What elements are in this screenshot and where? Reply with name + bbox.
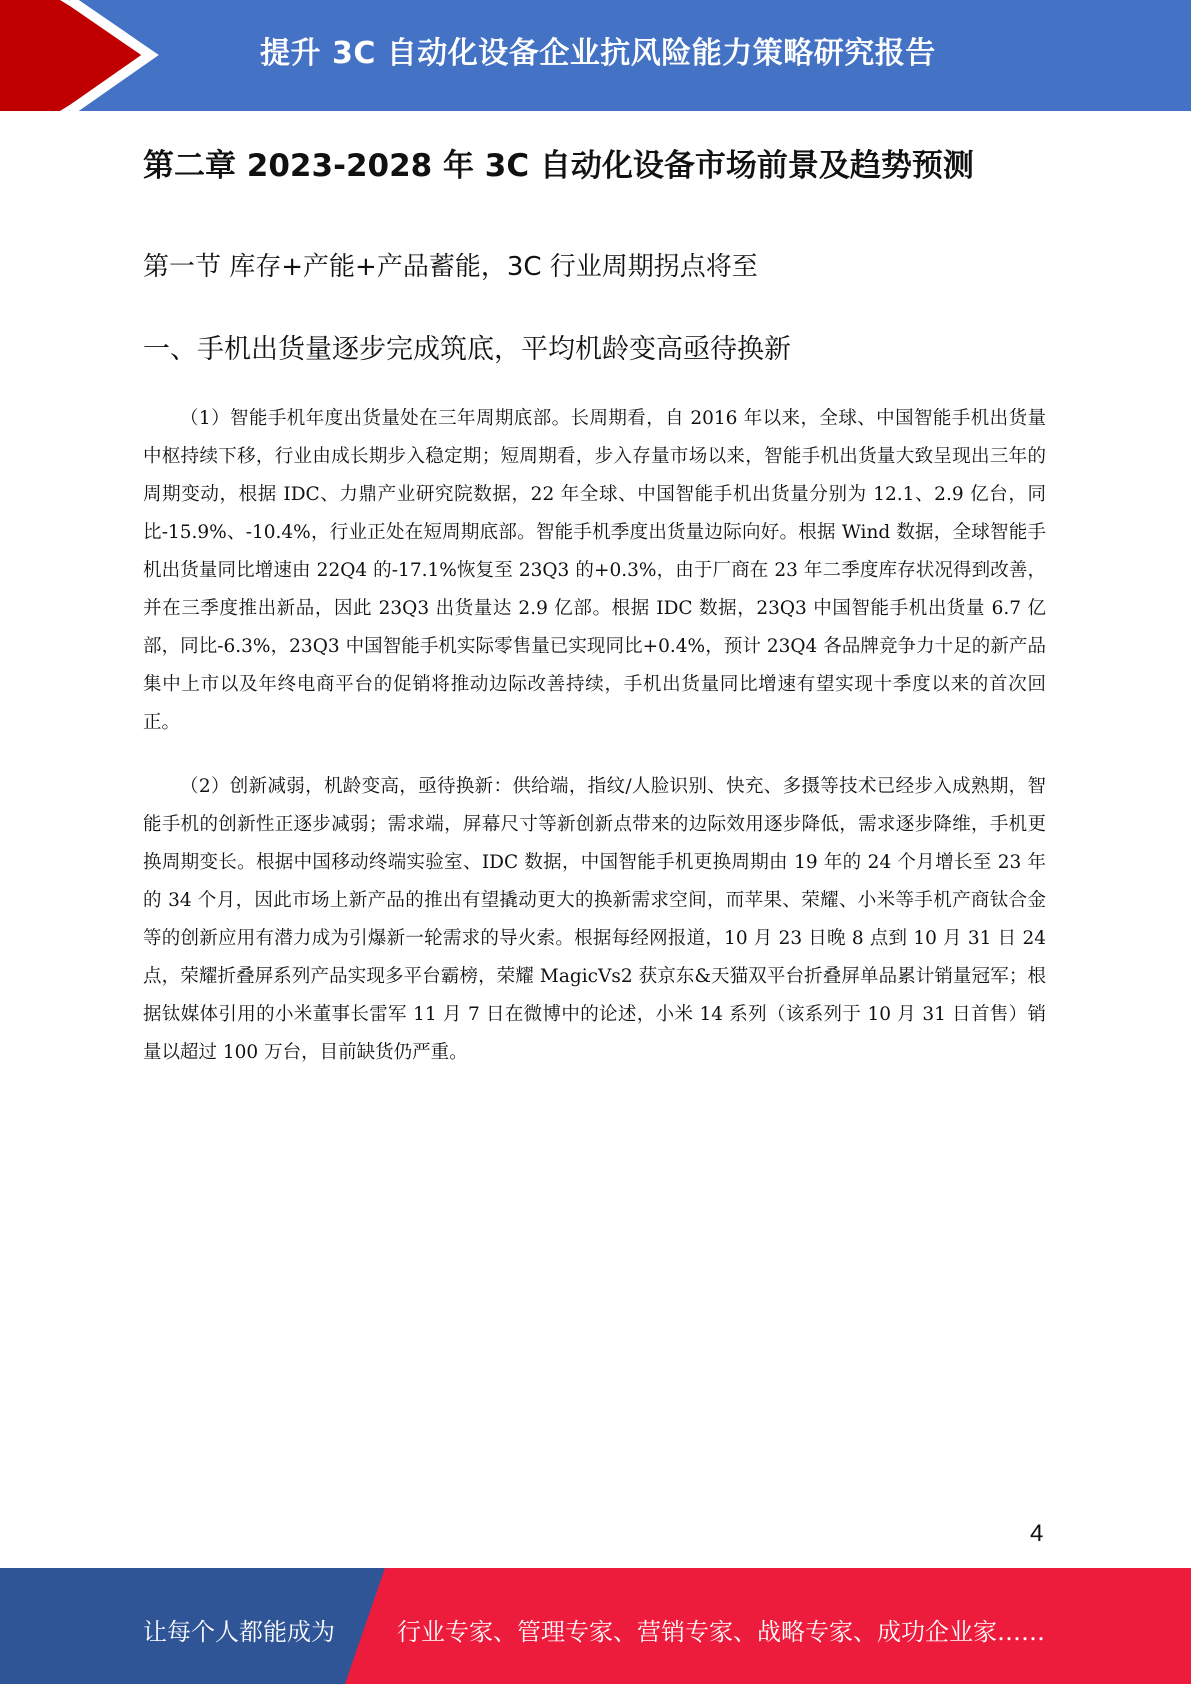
page-number: 4 xyxy=(1030,1520,1044,1547)
report-title: 提升 3C 自动化设备企业抗风险能力策略研究报告 xyxy=(260,36,936,71)
subsection-title: 一、手机出货量逐步完成筑底，平均机龄变高亟待换新 xyxy=(143,334,791,365)
body-text xyxy=(143,400,1046,1098)
footer-slogan-right: 行业专家、管理专家、营销专家、战略专家、成功企业家…… xyxy=(397,1618,1045,1646)
paragraph-2: （2）创新减弱，机龄变高，亟待换新：供给端，指纹/人脸识别、快充、多摄等技术已经步入成熟期，智能手机的创新性正逐步减弱；需求端，屏幕尺寸等新创新点带来的边际效用逐步降低，需求逐步降维，手机更换周期变长。根据中国移动终端实验室、IDC 数据，中国智能手机更换周期由 19 年的 24 个月增长至 23 年的 34 个月，因此市场上新产品的推出有望撬动更大的换新需求空间，而苹果、荣耀、小米等手机产商钛合金等的创新应用有潜力成为引爆新一轮需求的导火索。根据每经网报道，10 月 23 日晚 8 点到 10 月 31 日 24 点，荣耀折叠屏系列产品实现多平台霸榜，荣耀 MagicVs2 获京东&天猫双平台折叠屏单品累计销量冠军；根据钛媒体引用的小米董事长雷军 11 月 7 日在微博中的论述，小米 14 系列（该系列于 10 月 31 日首售）销量以超过 100 万台，目前缺货仍严重。 xyxy=(143,776,1046,1063)
page-footer xyxy=(0,1568,1191,1684)
footer-slogan-left: 让每个人都能成为 xyxy=(143,1618,335,1646)
chapter-title: 第二章 2023-2028 年 3C 自动化设备市场前景及趋势预测 xyxy=(143,148,974,184)
paragraph-1: （1）智能手机年度出货量处在三年周期底部。长周期看，自 2016 年以来，全球、中国智能手机出货量中枢持续下移，行业由成长期步入稳定期；短周期看，步入存量市场以来，智能手机出货量大致呈现出三年的周期变动，根据 IDC、力鼎产业研究院数据，22 年全球、中国智能手机出货量分别为 12.1、2.9 亿台，同比-15.9%、-10.4%，行业正处在短周期底部。智能手机季度出货量边际向好。根据 Wind 数据，全球智能手机出货量同比增速由 22Q4 的-17.1%恢复至 23Q3 的+0.3%，由于厂商在 23 年二季度库存状况得到改善，并在三季度推出新品，因此 23Q3 出货量达 2.9 亿部。根据 IDC 数据，23Q3 中国智能手机出货量 6.7 亿部，同比-6.3%，23Q3 中国智能手机实际零售量已实现同比+0.4%，预计 23Q4 各品牌竞争力十足的新产品集中上市以及年终电商平台的促销将推动边际改善持续，手机出货量同比增速有望实现十季度以来的首次回正。 xyxy=(143,408,1046,733)
section-title: 第一节 库存+产能+产品蓄能，3C 行业周期拐点将至 xyxy=(143,252,758,282)
header-chevron-decoration xyxy=(0,0,260,111)
page-header xyxy=(0,0,1191,111)
